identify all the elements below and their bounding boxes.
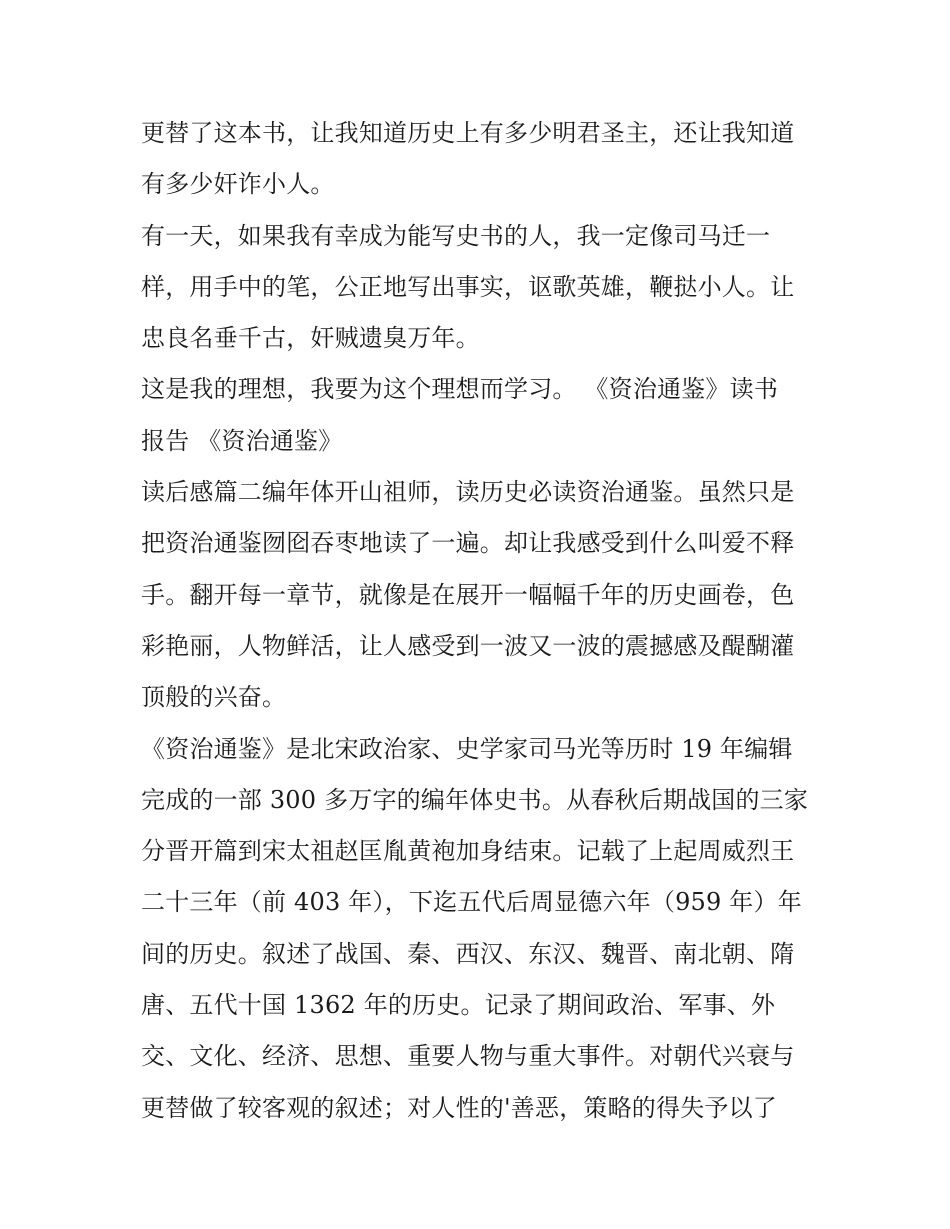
text-line: 手。翻开每一章节，就像是在展开一幅幅千年的历史画卷，色 [141, 580, 795, 609]
text-line: 《资治通鉴》是北宋政治家、史学家司马光等历时 19 年编辑 [141, 734, 793, 763]
text-line: 顶般的兴奋。 [141, 683, 287, 712]
text-line: 彩艳丽，人物鲜活，让人感受到一波又一波的震撼感及醍醐灌 [141, 631, 795, 660]
text-line: 完成的一部 300 多万字的编年体史书。从春秋后期战国的三家 [141, 785, 809, 814]
text-line: 这是我的理想，我要为这个理想而学习。 《资治通鉴》读书 [141, 375, 779, 404]
text-line: 分晋开篇到宋太祖赵匡胤黄袍加身结束。记载了上起周威烈王 [141, 837, 795, 866]
text-line: 读后感篇二编年体开山祖师，读历史必读资治通鉴。虽然只是 [141, 478, 795, 507]
text-line: 忠良名垂千古，奸贼遗臭万年。 [141, 324, 480, 353]
text-line: 唐、五代十国 1362 年的历史。记录了期间政治、军事、外 [141, 991, 776, 1020]
text-line: 间的历史。叙述了战国、秦、西汉、东汉、魏晋、南北朝、隋 [141, 939, 795, 968]
body-text [141, 108, 821, 1134]
text-line: 二十三年（前 403 年），下迄五代后周显德六年（959 年）年 [141, 888, 802, 917]
text-line: 交、文化、经济、思想、重要人物与重大事件。对朝代兴衰与 [141, 1042, 795, 1071]
text-line: 有一天，如果我有幸成为能写史书的人，我一定像司马迁一 [141, 221, 771, 250]
text-line: 把资治通鉴囫囵吞枣地读了一遍。却让我感受到什么叫爱不释 [141, 529, 795, 558]
text-line: 样，用手中的笔，公正地写出事实，讴歌英雄，鞭挞小人。让 [141, 272, 795, 301]
text-line: 更替做了较客观的叙述；对人性的'善恶，策略的得失予以了 [141, 1093, 777, 1122]
text-line: 有多少奸诈小人。 [141, 170, 335, 199]
text-line: 更替了这本书，让我知道历史上有多少明君圣主，还让我知道 [141, 119, 795, 147]
text-line: 报告 《资治通鉴》 [141, 426, 343, 455]
